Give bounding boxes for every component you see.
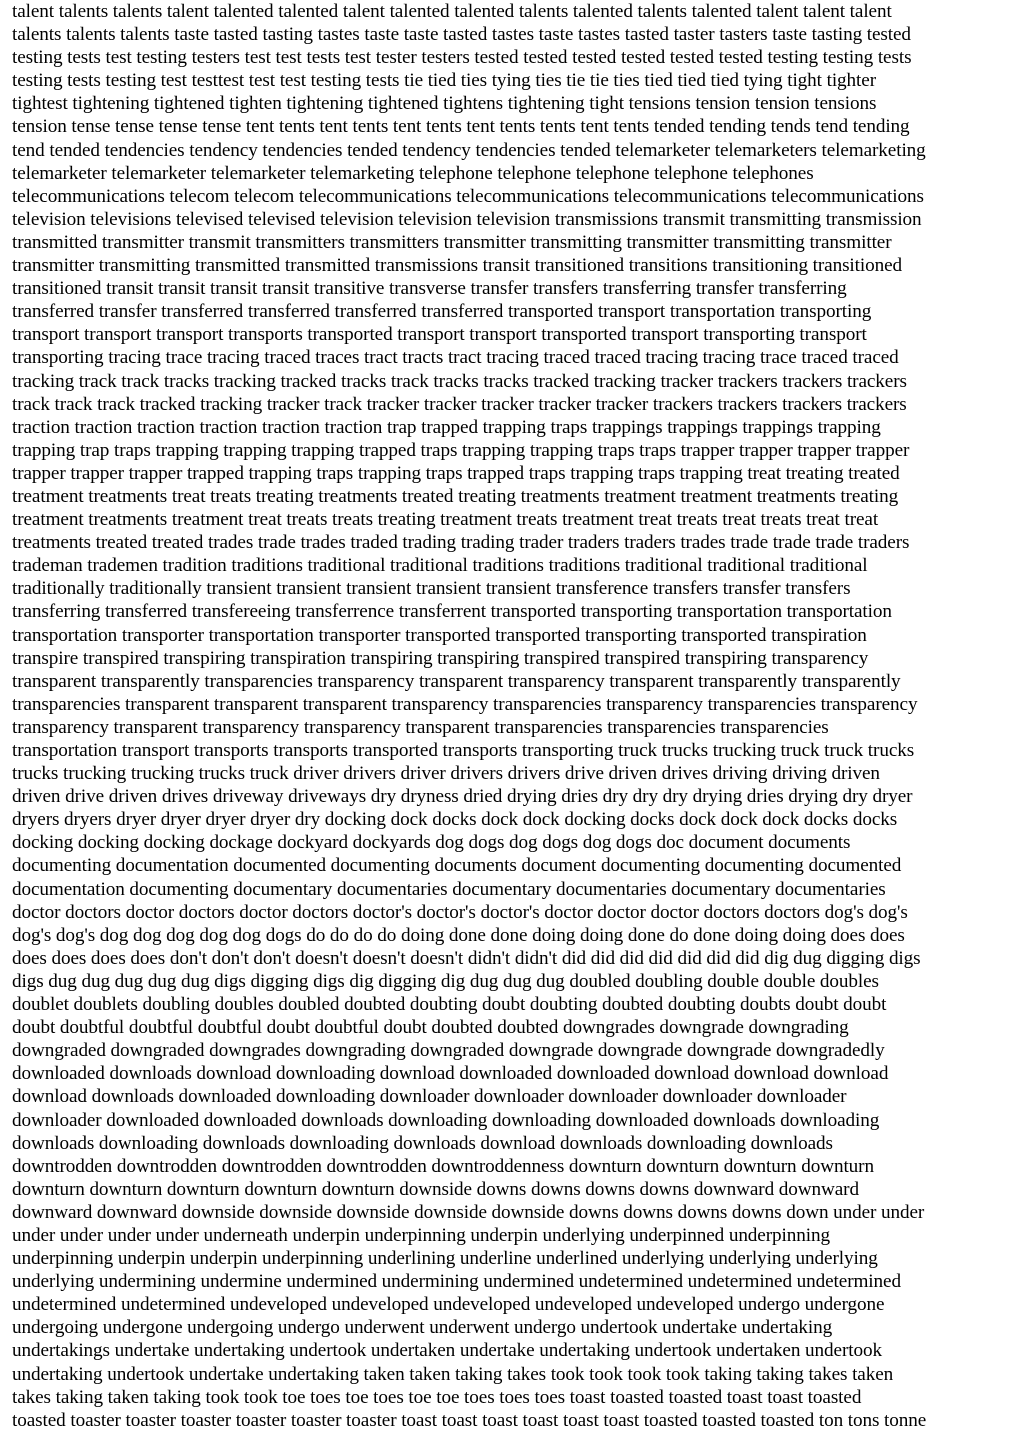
text-line: doubt doubtful doubtful doubtful doubt doubtful doubt doubted doubted downgrades downgrade downgrading: [12, 1017, 849, 1039]
text-line: downward downward downside downside downside downside downside downs downs downs downs down under under: [12, 1201, 925, 1223]
text-line: trapper trapper trapper trapped trapping traps trapping traps trapped traps trapping traps trapping treat treating treated: [12, 462, 900, 484]
text-line: under under under under underneath underpin underpinning underpin underlying underpinned underpinning: [12, 1224, 830, 1246]
text-line: track track track tracked tracking tracker track tracker tracker tracker tracker tracker trackers trackers trackers trackers: [12, 393, 907, 415]
text-line: tracking track track tracks tracking tracked tracks track tracks tracks tracked tracking tracker trackers trackers trackers: [12, 370, 907, 392]
text-line: testing tests testing test testtest test test testing tests tie tied ties tying ties tie tie ties tied tied tied tying tight tighter: [12, 70, 876, 92]
text-line: transitioned transit transit transit transit transitive transverse transfer transfers transferring transfer transferring: [12, 278, 847, 300]
text-line: transferring transferred transfereeing transferrence transferrent transported transporting transportation transportation: [12, 601, 892, 623]
text-line: transportation transporter transportation transporter transported transported transporting transported transpiration: [12, 624, 867, 646]
text-line: transport transport transport transports transported transport transport transported transport transporting transport: [12, 324, 867, 346]
text-line: doublet doublets doubling doubles doubled doubted doubting doubt doubting doubted doubting doubts doubt doubt: [12, 994, 887, 1016]
text-line: toasted toaster toaster toaster toaster toaster toaster toast toast toast toast toast toast toasted toasted toasted ton tons tonne: [12, 1409, 927, 1431]
text-line: telemarketer telemarketer telemarketer telemarketing telephone telephone telephone telephone telephones: [12, 162, 814, 184]
text-line: talent talents talents talent talented talented talent talented talented talents talented talents talented talent talent talent: [12, 1, 892, 22]
text-line: documenting documentation documented documenting documents document documenting documenting documented: [12, 855, 902, 877]
text-line: downloaded downloads download downloading download downloaded downloaded download download download: [12, 1063, 889, 1085]
document-page: [12, 0, 1012, 1446]
text-line: undetermined undetermined undeveloped undeveloped undeveloped undeveloped undeveloped undergo undergone: [12, 1294, 885, 1316]
text-line: transmitter transmitting transmitted transmitted transmissions transit transitioned transitions transitioning transitioned: [12, 255, 903, 277]
text-line: docking docking docking dockage dockyard dockyards dog dogs dog dogs dog dogs doc document documents: [12, 832, 851, 854]
text-line: transparencies transparent transparent transparent transparency transparencies transparency transparencies transparency: [12, 693, 918, 715]
text-line: talents talents talents taste tasted tasting tastes taste taste tasted tastes taste tastes tasted taster tasters taste tasting tested: [12, 24, 911, 46]
text-line: dog's dog's dog dog dog dog dog dogs do do do do doing done done doing doing done do done doing doing does does: [12, 924, 905, 946]
text-line: undertakings undertake undertaking undertook undertaken undertake undertaking undertook undertaken undertook: [12, 1340, 882, 1362]
text-line: transporting tracing trace tracing traced traces tract tracts tract tracing traced traced tracing tracing trace traced traced: [12, 347, 899, 369]
text-line: tightest tightening tightened tighten tightening tightened tightens tightening tight tensions tension tension tensions: [12, 93, 877, 115]
text-line: downloader downloaded downloaded downloads downloading downloading downloaded downloads downloading: [12, 1109, 880, 1131]
text-line: treatment treatments treatment treat treats treats treating treatment treats treatment treat treats treat treats treat treat: [12, 509, 879, 531]
text-line: downloads downloading downloads downloading downloads download downloads downloading downloads: [12, 1132, 833, 1154]
text-line: transparency transparent transparency transparency transparent transparencies transparencies transparencies: [12, 716, 829, 738]
text-line: takes taking taken taking took took toe toes toe toes toe toe toes toes toes toast toasted toasted toast toast toasted: [12, 1386, 862, 1408]
text-line: transportation transport transports transports transported transports transporting truck trucks trucking truck truck trucks: [12, 740, 915, 761]
text-line: transparent transparently transparencies transparency transparent transparency transparent transparently transparently: [12, 670, 901, 692]
text-line: treatment treatments treat treats treating treatments treated treating treatments treatment treatment treatments treating: [12, 485, 899, 507]
text-line: doctor doctors doctor doctors doctor doctors doctor's doctor's doctor's doctor doctor doctor doctors doctors dog's dog's: [12, 901, 908, 923]
text-line: tension tense tense tense tense tent tents tent tents tent tents tent tents tents tent tents tended tending tends tend tending: [12, 116, 910, 138]
text-line: dryers dryers dryer dryer dryer dryer dry docking dock docks dock dock docking docks dock dock dock docks docks: [12, 809, 898, 831]
text-line: download downloads downloaded downloading downloader downloader downloader downloader downloader: [12, 1086, 847, 1108]
text-line: underlying undermining undermine undermined undermining undermined undetermined undetermined undetermined: [12, 1271, 901, 1293]
text-line: transpire transpired transpiring transpiration transpiring transpiring transpired transpired transpiring transparency: [12, 647, 869, 669]
text-line: testing tests test testing testers test test tests test tester testers tested tested tested tested tested tested testing testing tests: [12, 47, 912, 69]
text-line: downturn downturn downturn downturn downturn downside downs downs downs downs downward downward: [12, 1178, 859, 1200]
text-line: downtrodden downtrodden downtrodden downtrodden downtroddenness downturn downturn downturn downturn: [12, 1155, 874, 1177]
text-line: underpinning underpin underpin underpinning underlining underline underlined underlying underlying underlying: [12, 1248, 878, 1270]
text-line: traction traction traction traction traction traction trap trapped trapping traps trappings trappings trappings trapping: [12, 416, 881, 438]
text-line: digs dug dug dug dug dug digs digging digs dig digging dig dug dug dug doubled doubling double double doubles: [12, 970, 879, 992]
text-line: undergoing undergone undergoing undergo underwent underwent undergo undertook undertake undertaking: [12, 1317, 833, 1339]
text-line: traditionally traditionally transient transient transient transient transient transference transfers transfer transfers: [12, 578, 851, 600]
text-line: undertaking undertook undertake undertaking taken taken taking takes took took took took taking taking takes taken: [12, 1363, 894, 1385]
text-line: downgraded downgraded downgrades downgrading downgraded downgrade downgrade downgrade downgradedly: [12, 1040, 885, 1062]
text-line: treatments treated treated trades trade trades traded trading trading trader traders traders trades trade trade trade traders: [12, 532, 910, 554]
text-line: telecommunications telecom telecom telecommunications telecommunications telecommunications telecommunications: [12, 185, 924, 207]
text-line: transmitted transmitter transmit transmitters transmitters transmitter transmitting transmitter transmitting transmitter: [12, 231, 892, 253]
text-line: does does does does don't don't don't doesn't doesn't doesn't didn't didn't did did did did did did did dig dug digging digs: [12, 947, 921, 969]
text-line: trapping trap traps trapping trapping trapping trapped traps trapping trapping traps traps trapper trapper trapper trapper: [12, 439, 910, 461]
text-line: documentation documenting documentary documentaries documentary documentaries documentary documentaries: [12, 878, 886, 900]
text-line: trucks trucking trucking trucks truck driver drivers driver drivers drivers drive driven drives driving driving driven: [12, 763, 880, 785]
text-line: tend tended tendencies tendency tendencies tended tendency tendencies tended telemarketer telemarketers telemarketing: [12, 139, 926, 161]
text-line: transferred transfer transferred transferred transferred transferred transported transport transportation transporting: [12, 301, 872, 323]
text-line: trademan trademen tradition traditions traditional traditional traditions traditions traditional traditional traditional: [12, 555, 868, 577]
text-line: driven drive driven drives driveway driveways dry dryness dried drying dries dry dry dry drying dries drying dry dryer: [12, 786, 913, 808]
text-line: television televisions televised televised television television television transmissions transmit transmitting transmission: [12, 208, 922, 230]
